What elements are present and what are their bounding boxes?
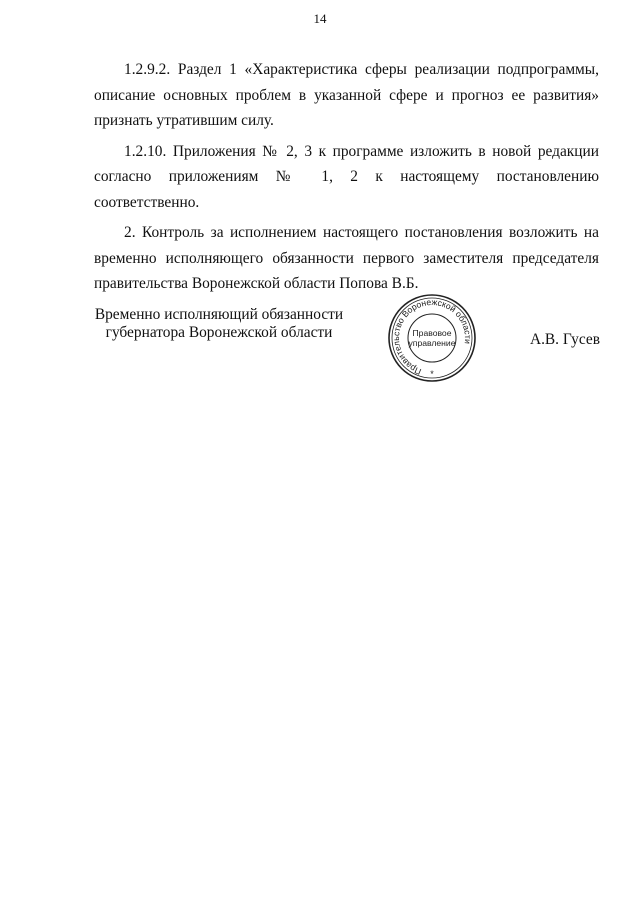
signer-position-line-2: губернатора Воронежской области bbox=[105, 324, 333, 341]
official-stamp-seal bbox=[387, 293, 477, 383]
stamp-ring-text: Правительство Воронежской области bbox=[390, 296, 474, 377]
paragraph-1-2-10: 1.2.10. Приложения № 2, 3 к программе изложить в новой редакции согласно приложениям № 1, 2 к настоящему постановлению соответственно. bbox=[94, 142, 599, 211]
document-body bbox=[94, 57, 599, 297]
paragraph-2: 2. Контроль за исполнением настоящего постановления возложить на временно исполняющего обязанности первого заместителя председателя правительства Воронежской области Попова В.Б. bbox=[94, 224, 599, 292]
stamp-center-text-2: управление bbox=[408, 338, 456, 348]
paragraph-1-2-9-2: 1.2.9.2. Раздел 1 «Характеристика сферы реализации подпрограммы, описание основных проблем в указанной сфере и прогноз ее развития» признать утратившим силу. bbox=[94, 61, 599, 129]
signer-name: А.В. Гусев bbox=[529, 331, 600, 348]
stamp-star-icon: * bbox=[430, 369, 434, 379]
signer-position-line-1: Временно исполняющий обязанности bbox=[94, 306, 344, 323]
stamp-center-text-1: Правовое bbox=[412, 328, 452, 338]
page-number: 14 bbox=[313, 11, 327, 26]
signer-position bbox=[94, 306, 344, 342]
